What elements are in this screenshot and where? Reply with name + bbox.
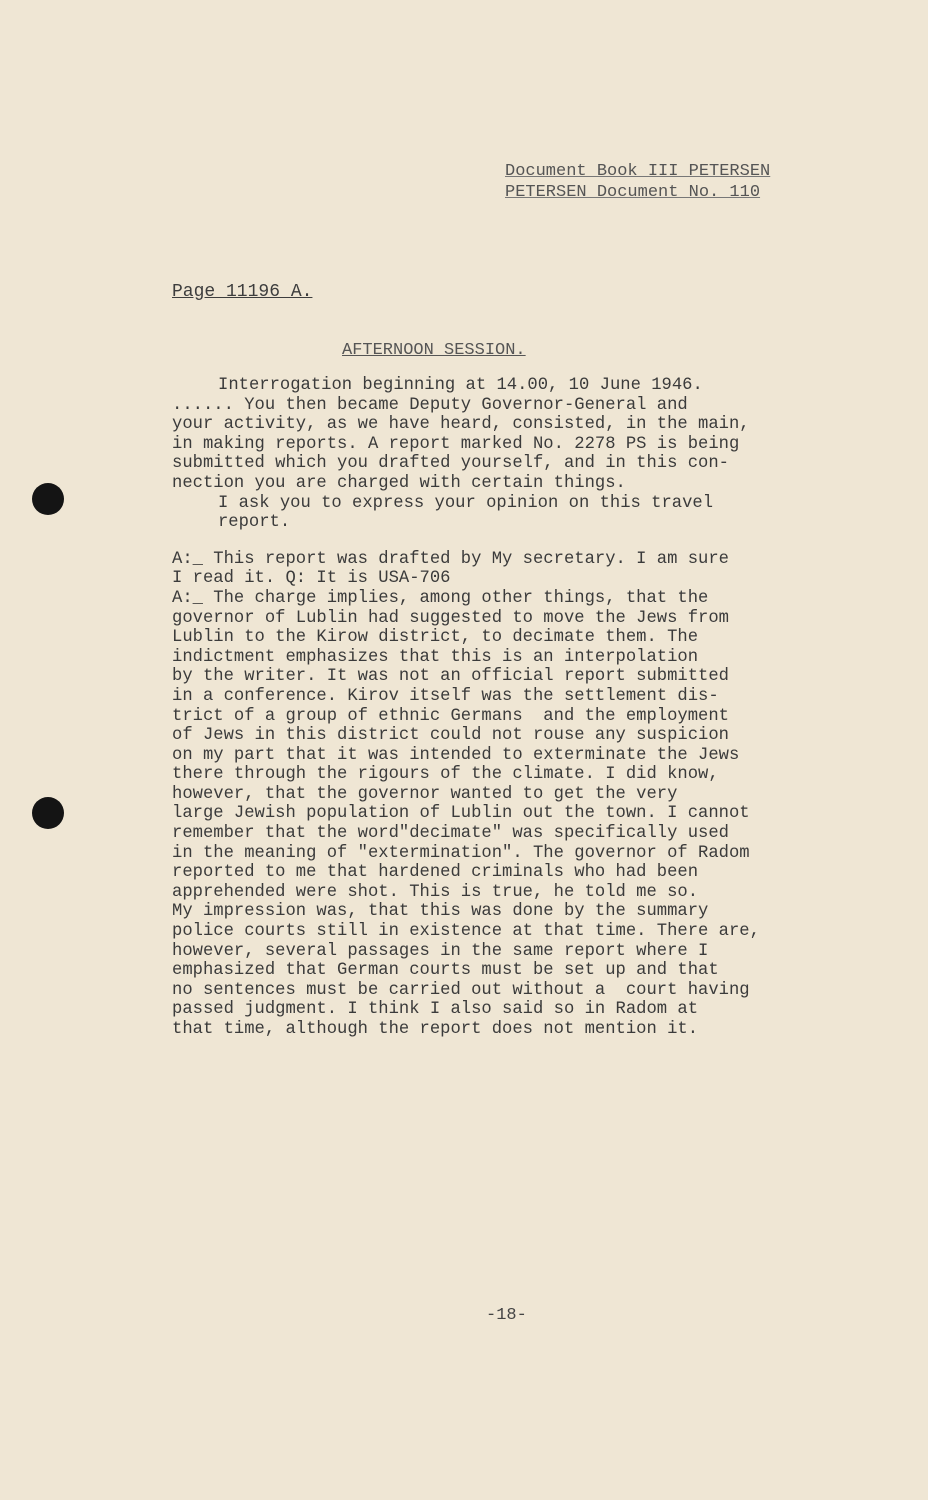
text-line: in making reports. A report marked No. 2278 PS is being (172, 434, 740, 454)
paragraph-1 (172, 376, 852, 533)
text-line: large Jewish population of Lublin out the town. I cannot (172, 804, 750, 824)
text-line: ...... You then became Deputy Governor-General and (172, 395, 688, 415)
text-line: by the writer. It was not an official report submitted (172, 667, 729, 687)
text-line: governor of Lublin had suggested to move the Jews from (172, 608, 729, 628)
text-line: A:_ This report was drafted by My secretary. I am sure (172, 549, 729, 569)
paragraph-2 (172, 550, 852, 1040)
text-line: in a conference. Kirov itself was the settlement dis- (172, 686, 719, 706)
text-line: report. (187, 513, 291, 533)
text-line: remember that the word"decimate" was specifically used (172, 824, 729, 844)
text-line: submitted which you drafted yourself, and in this con- (172, 454, 729, 474)
text-line: reported to me that hardened criminals who had been (172, 863, 699, 883)
text-line: police courts still in existence at that time. There are, (172, 922, 760, 942)
punch-hole (32, 483, 64, 515)
punch-hole (32, 797, 64, 829)
text-line: passed judgment. I think I also said so in Radom at (172, 1000, 699, 1020)
text-line: I read it. Q: It is USA-706 (172, 569, 451, 589)
text-line: trict of a group of ethnic Germans and the employment (172, 706, 729, 726)
text-line: Interrogation beginning at 14.00, 10 June 1946. (218, 376, 703, 395)
session-title: AFTERNOON SESSION. (342, 341, 526, 360)
text-line: however, that the governor wanted to get the very (172, 784, 678, 804)
text-line: there through the rigours of the climate. I did know, (172, 765, 719, 785)
text-line: on my part that it was intended to exterminate the Jews (172, 745, 740, 765)
text-line: A:_ The charge implies, among other things, that the (172, 588, 709, 608)
text-line: however, several passages in the same report where I (172, 941, 709, 961)
header-line-2: PETERSEN Document No. 110 (505, 183, 761, 202)
text-line: of Jews in this district could not rouse any suspicion (172, 726, 729, 746)
text-line: indictment emphasizes that this is an interpolation (172, 647, 699, 667)
text-line: Lublin to the Kirow district, to decimate them. The (172, 628, 699, 648)
text-line: your activity, as we have heard, consisted, in the main, (172, 415, 750, 435)
text-line: in the meaning of "extermination". The governor of Radom (172, 843, 750, 863)
text-line: My impression was, that this was done by the summary (172, 902, 709, 922)
text-line: no sentences must be carried out without a court having (172, 980, 750, 1000)
text-line: that time, although the report does not mention it. (172, 1020, 699, 1039)
text-line: nection you are charged with certain things. (172, 473, 626, 493)
text-line: apprehended were shot. This is true, he told me so. (172, 882, 699, 902)
page-number: -18- (486, 1306, 527, 1325)
text-line: emphasized that German courts must be set up and that (172, 961, 719, 981)
document-body (172, 376, 852, 1040)
page-reference: Page 11196 A. (172, 282, 313, 302)
document-header (505, 161, 835, 203)
header-line-1: Document Book III PETERSEN (505, 162, 771, 181)
text-line: I ask you to express your opinion on this travel (187, 493, 714, 513)
